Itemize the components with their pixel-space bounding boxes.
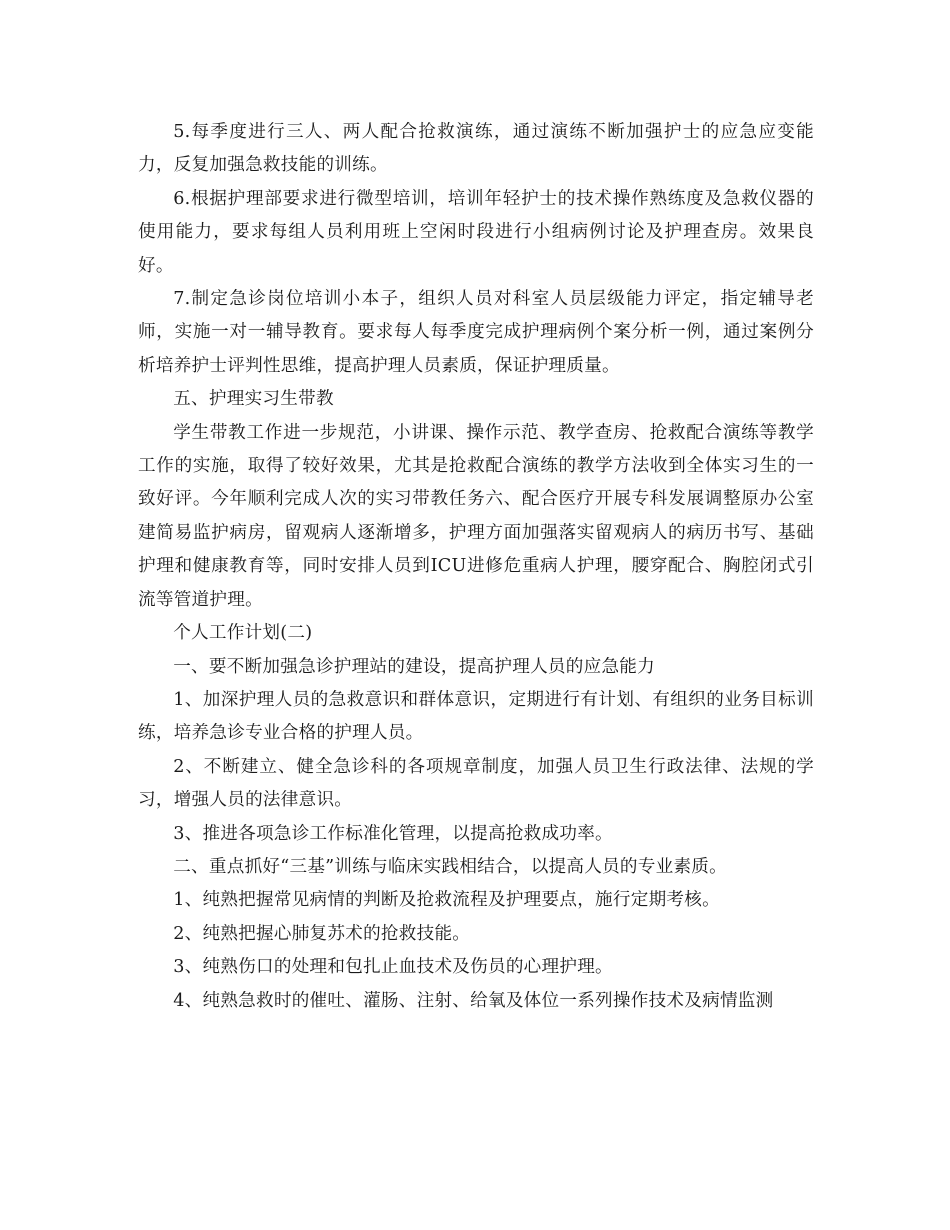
- paragraph-intern-teaching: 学生带教工作进一步规范，小讲课、操作示范、教学查房、抢救配合演练等教学工作的实施，取得了较好效果，尤其是抢救配合演练的教学方法收到全体实习生的一致好评。今年顺利完成人次的实习带教任务六、配合医疗开展专科发展调整原办公室建简易监护病房，留观病人逐渐增多，护理方面加强落实留观病人的病历书写、基础护理和健康教育等，同时安排人员到ICU进修危重病人护理，腰穿配合、胸腔闭式引流等管道护理。: [138, 422, 814, 610]
- paragraph-item-5: 5.每季度进行三人、两人配合抢救演练，通过演练不断加强护士的应急应变能力，反复加强急救技能的训练。: [138, 122, 814, 176]
- section-heading-emergency-station: 一、要不断加强急诊护理站的建设，提高护理人员的应急能力: [173, 656, 655, 677]
- document-body: [138, 116, 814, 1018]
- paragraph-skill-item-2: 2、纯熟把握心肺复苏术的抢救技能。: [173, 923, 471, 944]
- paragraph-skill-item-3: 3、纯熟伤口的处理和包扎止血技术及伤员的心理护理。: [173, 957, 613, 978]
- section-heading-intern-teaching: 五、护理实习生带教: [173, 389, 334, 410]
- section-heading-three-basics: 二、重点抓好“三基”训练与临床实践相结合，以提高人员的专业素质。: [173, 856, 727, 877]
- section-title-work-plan-2: 个人工作计划(二): [173, 623, 313, 644]
- paragraph-item-7: 7.制定急诊岗位培训小本子，组织人员对科室人员层级能力评定，指定辅导老师，实施一对一辅导教育。要求每人每季度完成护理病例个案分析一例，通过案例分析培养护士评判性思维，提高护理人员素质，保证护理质量。: [138, 289, 814, 376]
- paragraph-item-6: 6.根据护理部要求进行微型培训，培训年轻护士的技术操作熟练度及急救仪器的使用能力，要求每组人员利用班上空闲时段进行小组病例讨论及护理查房。效果良好。: [138, 188, 814, 276]
- paragraph-skill-item-1: 1、纯熟把握常见病情的判断及抢救流程及护理要点，施行定期考核。: [173, 890, 720, 911]
- paragraph-plan-item-3: 3、推进各项急诊工作标准化管理，以提高抢救成功率。: [173, 823, 613, 844]
- paragraph-skill-item-4: 4、纯熟急救时的催吐、灌肠、注射、给氧及体位一系列操作技术及病情监测: [173, 990, 774, 1011]
- paragraph-plan-item-1: 1、加深护理人员的急救意识和群体意识，定期进行有计划、有组织的业务目标训练，培养急诊专业合格的护理人员。: [138, 689, 814, 744]
- paragraph-plan-item-2: 2、不断建立、健全急诊科的各项规章制度，加强人员卫生行政法律、法规的学习，增强人员的法律意识。: [138, 756, 814, 811]
